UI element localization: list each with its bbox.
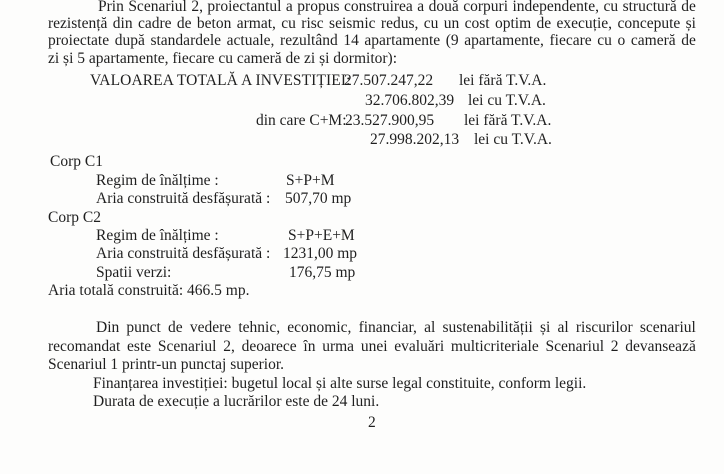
word: de [681, 0, 696, 15]
financing-sentence: Finanțarea investiției: bugetul local și alte surse legal constituite, conform legii. [93, 375, 587, 392]
corp-c1-area-value: 507,70 mp [285, 190, 352, 207]
word: cadre [137, 15, 172, 32]
word: tehnic, [238, 319, 281, 336]
word: rezistență [48, 15, 108, 32]
word: de [168, 319, 183, 336]
word: cu [423, 15, 439, 32]
word: propus [297, 0, 340, 15]
word: după [114, 32, 145, 49]
intro-line-4: zi și 5 apartamente, fiecare cu cameră de zi și dormitor): [48, 50, 398, 67]
word: deoarece [241, 338, 297, 355]
word: un [443, 15, 460, 32]
word: apartamente [364, 32, 441, 49]
word: devansează [625, 338, 696, 355]
word: construirea [343, 0, 413, 15]
word: cost [464, 15, 490, 32]
word: riscurilor [575, 319, 633, 336]
investment-label: VALOAREA TOTALĂ A INVESTIȚIEI: [90, 72, 351, 89]
intro-line-2 [48, 15, 696, 32]
corp-c1-height-value: S+P+M [286, 172, 335, 189]
word: a [285, 0, 293, 15]
investment-cm-excl-vat: 23.527.900,95 [345, 112, 435, 129]
word: standardele [150, 32, 222, 49]
investment-total-incl-vat-note: lei cu T.V.A. [468, 92, 546, 109]
word: Prin [98, 0, 124, 15]
word: rezultând [280, 32, 338, 49]
word: Scenariul [157, 338, 217, 355]
word: recomandat [48, 338, 121, 355]
word: Din [96, 319, 120, 336]
conclusion-line-3: Scenariul 1 printr-un punctaj superior. [48, 356, 285, 373]
word: independente, [512, 0, 599, 15]
word: optim [494, 15, 532, 32]
corp-c1-title: Corp C1 [50, 153, 103, 170]
page-number: 2 [368, 414, 376, 431]
word: risc [301, 15, 324, 32]
word: 14 [343, 32, 359, 49]
word: punct [126, 319, 161, 336]
word: apartamente, [464, 32, 544, 49]
duration-sentence: Durata de execuție a lucrărilor este de 24 luni. [93, 393, 380, 410]
word: armat, [236, 15, 276, 32]
word: proiectate [48, 32, 110, 49]
word: proiectantul [207, 0, 282, 15]
word: Scenariul [545, 338, 605, 355]
corp-c2-height-label: Regim de înălțime : [96, 227, 219, 244]
total-built-area: Aria totală construită: 466.5 mp. [48, 282, 250, 299]
word: vedere [189, 319, 232, 336]
investment-cm-incl-vat-note: lei cu T.V.A. [474, 131, 552, 148]
word: de [536, 15, 552, 32]
word: urma [322, 338, 355, 355]
corp-c2-area-label: Aria construită desfășurată : [96, 245, 271, 262]
word: în [303, 338, 316, 355]
word: 2, [191, 0, 203, 15]
word: cu [597, 32, 612, 49]
word: corpuri [463, 0, 509, 15]
investment-total-incl-vat: 32.706.802,39 [365, 92, 455, 109]
word: și [685, 15, 696, 32]
word: este [127, 338, 152, 355]
conclusion-line-2 [48, 338, 696, 355]
investment-cm-label: din care C+M: [256, 112, 347, 129]
word: și [540, 319, 551, 336]
word: multicriteriale [450, 338, 539, 355]
word: al [557, 319, 569, 336]
word: de [176, 15, 192, 32]
word: redus, [380, 15, 419, 32]
intro-line-1 [98, 0, 696, 15]
corp-c2-height-value: S+P+E+M [288, 227, 355, 244]
conclusion-line-1 [96, 319, 696, 336]
corp-c1-area-label: Aria construită desfășurată : [96, 190, 271, 207]
corp-c2-title: Corp C2 [48, 209, 101, 226]
word: economic, [287, 319, 352, 336]
word: două [428, 0, 459, 15]
word: 2 [610, 338, 619, 355]
intro-line-3 [48, 32, 696, 49]
word: structură [622, 0, 677, 15]
corp-c2-green-value: 176,75 mp [289, 264, 356, 281]
word: cu [603, 0, 619, 15]
word: beton [196, 15, 232, 32]
corp-c2-green-label: Spatii verzi: [96, 264, 172, 281]
word: execuție, [556, 15, 613, 32]
word: seismic [329, 15, 376, 32]
word: fiecare [549, 32, 592, 49]
word: concepute [617, 15, 681, 32]
word: Scenariul [128, 0, 187, 15]
word: de [681, 32, 696, 49]
word: (9 [445, 32, 459, 49]
word: cu [281, 15, 296, 32]
word: 2, [223, 338, 235, 355]
word: financiar, [358, 319, 417, 336]
word: a [417, 0, 425, 15]
word: evaluări [394, 338, 445, 355]
word: unei [360, 338, 388, 355]
word: cameră [630, 32, 676, 49]
word: actuale, [226, 32, 275, 49]
word: o [617, 32, 626, 49]
word: scenariul [639, 319, 696, 336]
investment-total-excl-vat: 27.507.247,22 [344, 72, 434, 89]
investment-total-excl-vat-note: lei fără T.V.A. [459, 72, 547, 89]
corp-c1-height-label: Regim de înălțime : [96, 172, 219, 189]
investment-cm-excl-vat-note: lei fără T.V.A. [464, 112, 552, 129]
corp-c2-area-value: 1231,00 mp [283, 245, 358, 262]
word: al [424, 319, 436, 336]
word: din [112, 15, 133, 32]
word: sustenabilității [442, 319, 533, 336]
investment-cm-incl-vat: 27.998.202,13 [370, 131, 460, 148]
